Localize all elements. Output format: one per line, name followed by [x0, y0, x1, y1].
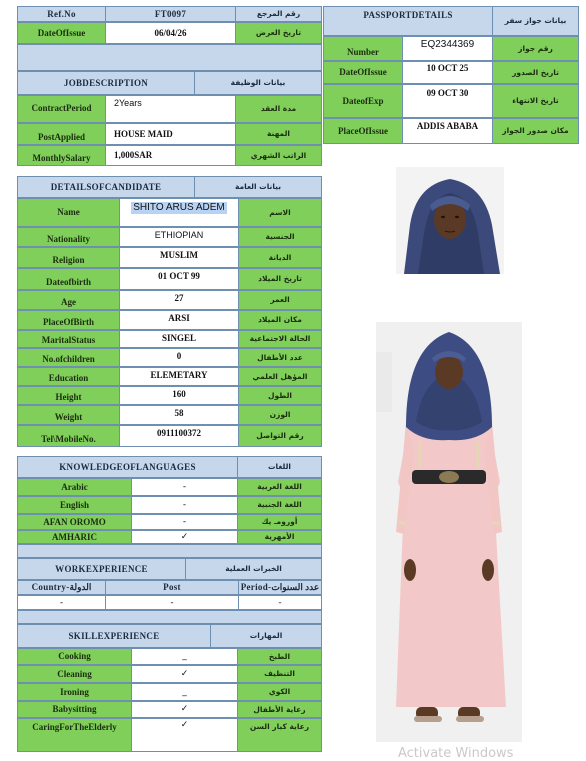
candidate-height-label: Height [17, 386, 120, 405]
job-post-value: HOUSE MAID [105, 123, 236, 145]
full-body-photo [376, 322, 522, 742]
language-english-label: English [17, 496, 132, 514]
work-header-ar: الخبرات العملية [185, 558, 322, 580]
job-salary-label: MonthlySalary [17, 145, 106, 166]
doi-value: 06/04/26 [105, 22, 236, 44]
candidate-name-ar: الاسم [238, 198, 322, 227]
candidate-placeofbirth-value: ARSI [119, 310, 239, 330]
candidate-dateofbirth-ar: تاريخ الميلاد [238, 268, 322, 290]
skill-cooking-ar: الطبخ [237, 648, 322, 665]
candidate-dateofbirth-label: Dateofbirth [17, 268, 120, 290]
language-english-ar: اللغة الجنبية [237, 496, 322, 514]
candidate-name-cell [119, 198, 239, 227]
skill-ironing-value: _ [131, 683, 238, 701]
passport-number-label: Number [323, 36, 403, 61]
portrait-photo [396, 167, 504, 274]
passport-header: PASSPORTDETAILS [323, 6, 493, 36]
passport-issue-ar: تاريخ الصدور [492, 61, 579, 84]
skill-cleaning-ar: التنظيف [237, 665, 322, 683]
skill-caringfortheelderly-ar: رعاية كبار السن [237, 718, 322, 752]
skill-babysitting-value: ✓ [131, 701, 238, 718]
work-row-post: - [105, 595, 239, 610]
candidate-maritalstatus-ar: الحالة الاجتماعية [238, 330, 322, 348]
passport-header-ar: بيانات جواز سفر [492, 6, 579, 36]
passport-exp-label: DateofExp [323, 84, 403, 118]
language-amharic-ar: الأمهرية [237, 530, 322, 544]
candidate-tel-mobileno--value: 0911100372 [119, 425, 239, 447]
candidate-no-ofchildren-ar: عدد الأطفال [238, 348, 322, 367]
candidate-religion-value: MUSLIM [119, 247, 239, 268]
passport-exp-ar: تاريخ الانتهاء [492, 84, 579, 118]
language-afan-oromo-value: - [131, 514, 238, 530]
ref-label-ar: رقم المرجع [235, 6, 322, 22]
job-post-ar: المهنة [235, 123, 322, 145]
passport-exp-value: 09 OCT 30 [402, 84, 493, 118]
languages-spacer [17, 544, 322, 558]
skill-cooking-value: _ [131, 648, 238, 665]
candidate-religion-label: Religion [17, 247, 120, 268]
passport-number-ar: رقم جواز [492, 36, 579, 61]
candidate-tel-mobileno--ar: رقم التواصل [238, 425, 322, 447]
candidate-age-ar: العمر [238, 290, 322, 310]
skill-cleaning-label: Cleaning [17, 665, 132, 683]
passport-place-value: ADDIS ABABA [402, 118, 493, 144]
candidate-placeofbirth-label: PlaceOfBirth [17, 310, 120, 330]
languages-header: KNOWLEDGEOFLANGUAGES [17, 456, 238, 478]
job-contract-label: ContractPeriod [17, 95, 106, 123]
candidate-education-value: ELEMETARY [119, 367, 239, 386]
candidate-maritalstatus-label: MaritalStatus [17, 330, 120, 348]
job-contract-value: 2Years [105, 95, 236, 123]
job-salary-ar: الراتب الشهري [235, 145, 322, 166]
candidate-height-value: 160 [119, 386, 239, 405]
job-post-label: PostApplied [17, 123, 106, 145]
candidate-name-value: SHITO ARUS ADEM [133, 202, 225, 213]
candidate-header: DETAILSOFCANDIDATE [17, 176, 195, 198]
work-spacer [17, 610, 322, 624]
skills-header-ar: المهارات [210, 624, 322, 648]
activate-windows-watermark: Activate Windows [398, 747, 514, 761]
language-arabic-ar: اللغة العربية [237, 478, 322, 496]
skill-ironing-label: Ironing [17, 683, 132, 701]
candidate-nationality-value: ETHIOPIAN [119, 227, 239, 247]
job-header: JOBDESCRIPTION [17, 71, 195, 95]
passport-place-label: PlaceOfIssue [323, 118, 403, 144]
passport-issue-value: 10 OCT 25 [402, 61, 493, 84]
candidate-maritalstatus-value: SINGEL [119, 330, 239, 348]
language-amharic-label: AMHARIC [17, 530, 132, 544]
candidate-education-label: Education [17, 367, 120, 386]
work-row-country: - [17, 595, 106, 610]
skill-caringfortheelderly-label: CaringForTheElderly [17, 718, 132, 752]
candidate-no-ofchildren-label: No.ofchildren [17, 348, 120, 367]
job-contract-ar: مدة العقد [235, 95, 322, 123]
ref-value: FT0097 [105, 6, 236, 22]
skill-cooking-label: Cooking [17, 648, 132, 665]
skill-ironing-ar: الكوي [237, 683, 322, 701]
language-afan-oromo-label: AFAN OROMO [17, 514, 132, 530]
language-arabic-value: - [131, 478, 238, 496]
skill-babysitting-label: Babysitting [17, 701, 132, 718]
candidate-dateofbirth-value: 01 OCT 99 [119, 268, 239, 290]
job-salary-value: 1,000SAR [105, 145, 236, 166]
candidate-placeofbirth-ar: مكان الميلاد [238, 310, 322, 330]
candidate-nationality-ar: الجنسية [238, 227, 322, 247]
candidate-tel-mobileno--label: Tel\MobileNo. [17, 425, 120, 447]
work-col-post: Post [105, 580, 239, 595]
language-english-value: - [131, 496, 238, 514]
spacer-band [17, 44, 322, 71]
ref-label: Ref.No [17, 6, 106, 22]
candidate-name-label: Name [17, 198, 120, 227]
work-header: WORKEXPERIENCE [17, 558, 186, 580]
skills-header: SKILLEXPERIENCE [17, 624, 211, 648]
skill-babysitting-ar: رعاية الأطفال [237, 701, 322, 718]
job-header-ar: بيانات الوظيفة [194, 71, 322, 95]
candidate-header-ar: بيانات العامة [194, 176, 322, 198]
candidate-age-value: 27 [119, 290, 239, 310]
candidate-weight-ar: الوزن [238, 405, 322, 425]
candidate-nationality-label: Nationality [17, 227, 120, 247]
language-arabic-label: Arabic [17, 478, 132, 496]
work-col-country: Country-الدولة [17, 580, 106, 595]
candidate-weight-label: Weight [17, 405, 120, 425]
candidate-height-ar: الطول [238, 386, 322, 405]
skill-caringfortheelderly-value: ✓ [131, 718, 238, 752]
language-afan-oromo-ar: أورومـ يك [237, 514, 322, 530]
candidate-age-label: Age [17, 290, 120, 310]
candidate-no-ofchildren-value: 0 [119, 348, 239, 367]
doi-label: DateOfIssue [17, 22, 106, 44]
doi-label-ar: تاريخ العرض [235, 22, 322, 44]
languages-header-ar: اللغات [237, 456, 322, 478]
passport-number-value: EQ2344369 [402, 36, 493, 61]
candidate-education-ar: المؤهل العلمي [238, 367, 322, 386]
work-col-period: Period-عدد السنوات [238, 580, 322, 595]
skill-cleaning-value: ✓ [131, 665, 238, 683]
candidate-weight-value: 58 [119, 405, 239, 425]
passport-issue-label: DateOfIssue [323, 61, 403, 84]
language-amharic-value: ✓ [131, 530, 238, 544]
candidate-religion-ar: الديانة [238, 247, 322, 268]
passport-place-ar: مكان صدور الجواز [492, 118, 579, 144]
work-row-period: - [238, 595, 322, 610]
